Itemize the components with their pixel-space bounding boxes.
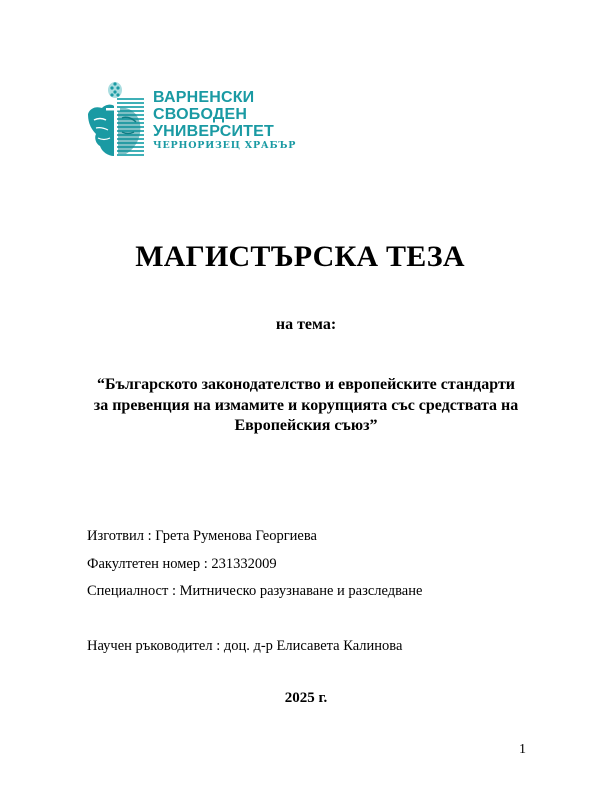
year: 2025 г. xyxy=(284,690,328,706)
university-subname: ЧЕРНОРИЗЕЦ ХРАБЪР xyxy=(153,140,297,151)
university-name-line3: УНИВЕРСИТЕТ xyxy=(153,123,274,140)
university-logo xyxy=(84,78,297,158)
topic-line: “Българското законодателство и европейските стандарти xyxy=(96,376,516,393)
specialty-info: Специалност : Митническо разузнаване и разследване xyxy=(87,583,423,599)
topic-label: на тема: xyxy=(275,316,337,333)
author-info: Изготвил : Грета Руменова Георгиева xyxy=(87,528,317,544)
university-name-line2: СВОБОДЕН xyxy=(153,106,248,123)
university-emblem-icon xyxy=(84,78,146,158)
topic-line: Европейския съюз” xyxy=(234,417,378,434)
page-number: 1 xyxy=(519,742,526,757)
thesis-title: МАГИСТЪРСКА ТЕЗА xyxy=(135,240,465,273)
topic-line: за превенция на измамите и корупцията със средствата на xyxy=(93,396,519,414)
faculty-number-info: Факултетен номер : 231332009 xyxy=(87,556,277,572)
supervisor-info: Научен ръководител : доц. д-р Елисавета Калинова xyxy=(87,638,403,654)
thesis-topic xyxy=(80,375,532,437)
university-name xyxy=(153,89,296,152)
university-name-line1: ВАРНЕНСКИ xyxy=(153,89,255,106)
